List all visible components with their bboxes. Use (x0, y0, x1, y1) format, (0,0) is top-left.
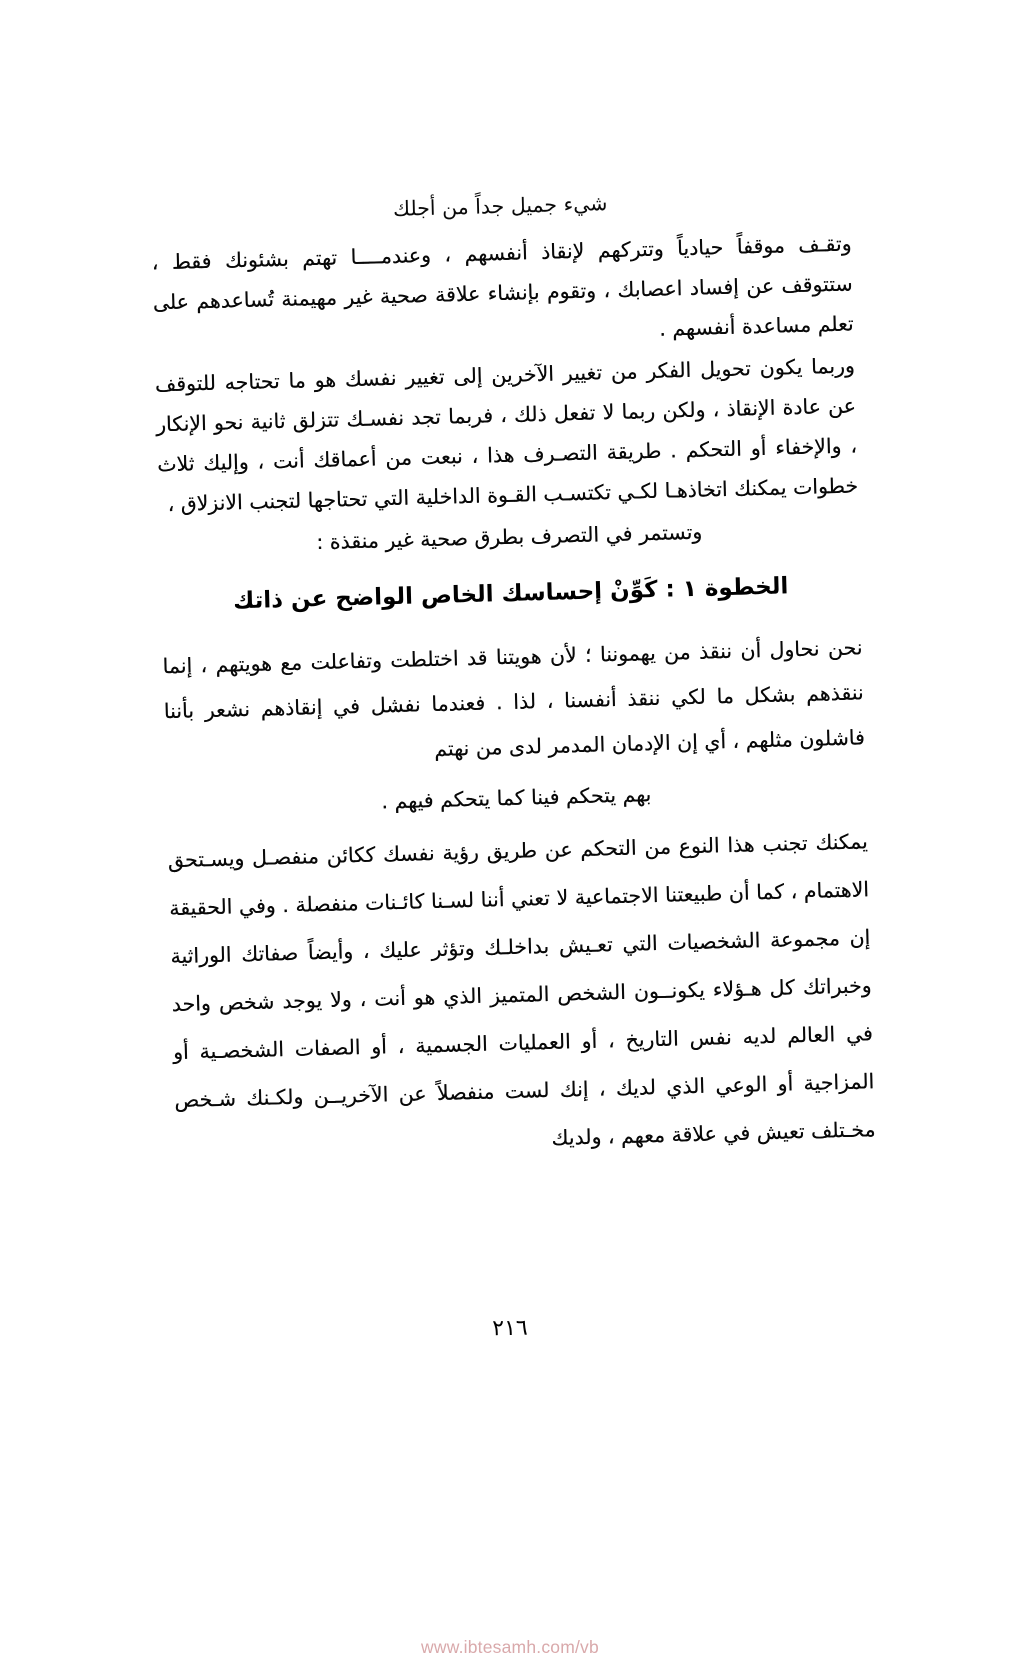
step-1-heading: الخطوة ١ : كَوِّنْ إحساسك الخاص الواضح عن ذاتك (232, 572, 789, 614)
watermark-url: www.ibtesamh.com/vb (421, 1637, 599, 1657)
paragraph-2-tail: وتستمر في التصرف بطرق صحية غير منقذة : (315, 519, 703, 554)
paragraph-3-tail: بهم يتحكم فينا كما يتحكم فيهم . (381, 781, 652, 813)
site-watermark (0, 1637, 1020, 1658)
paragraph-1: وتقـف موقفاً حيادياً وتتركهم لإنقاذ أنفسهم ، وعندمــــا تهتم بشئونك فقط ، ستتوقف عن إفساد اعصابك ، وتقوم بإنشاء علاقة صحية غير مهيمنة تُساعدهم على تعلم مساعدة أنفسهم . (151, 231, 854, 341)
page-folio (0, 1307, 1020, 1350)
page-text-block (150, 187, 876, 1174)
page-number: ٢١٦ (492, 1315, 528, 1342)
paragraph-2: وربما يكون تحويل الفكر من تغيير الآخرين إلى تغيير نفسك هو ما تحتاجه للتوقف عن عادة الإنقاذ ، ولكن ربما لا تفعل ذلك ، فربما تجد نفسـك تتزلق ثانية نحو الإنكار ، والإخفاء أو التحكم . طريقة التصـرف هذا ، نبعت من أعماقك أنت ، وإليك ثلاث خطوات يمكنك اتخاذهـا لكـي تكتسـب القـوة الداخلية التي تحتاجها لتجنب الانزلاق ، (154, 352, 859, 516)
section-subheading: شيء جميل جداً من أجلك (392, 191, 608, 221)
paragraph-3: نحن نحاول أن ننقذ من يهموننا ؛ لأن هويتنا قد اختلطت وتفاعلت مع هويتهم ، إنما ننقذهم بشكل ما لكي ننقذ أنفسنا ، لذا . فعندما نفشل في إنقاذهم نشعر بأننا فاشلون مثلهم ، أي إن الإدمان المدمر لدى من نهتم (162, 634, 866, 761)
paragraph-4: يمكنك تجنب هذا النوع من التحكم عن طريق رؤية نفسك ككائن منفصـل ويسـتحق الاهتمام ، كما أن طبيعتنا الاجتماعية لا تعني أننا لسـنا كائـنات منفصلة . وفي الحقيقة إن مجموعة الشخصيات التي تعـيش بداخلـك وتؤثر عليك ، وأيضاً صفاتك الوراثية وخبراتك كل هـؤلاء يكونــون الشخص المتميز الذي هو أنت ، ولا يوجد شخص واحد في العالم لديه نفس التاريخ ، أو العمليات الجسمية ، أو الصفات الشخصـية أو المزاجية أو الوعي الذي لديك ، إنك لست منفصلاً عن الآخريــن ولكـنك شـخص مخـتلف تعيش في علاقة معهم ، ولديك (167, 828, 876, 1150)
